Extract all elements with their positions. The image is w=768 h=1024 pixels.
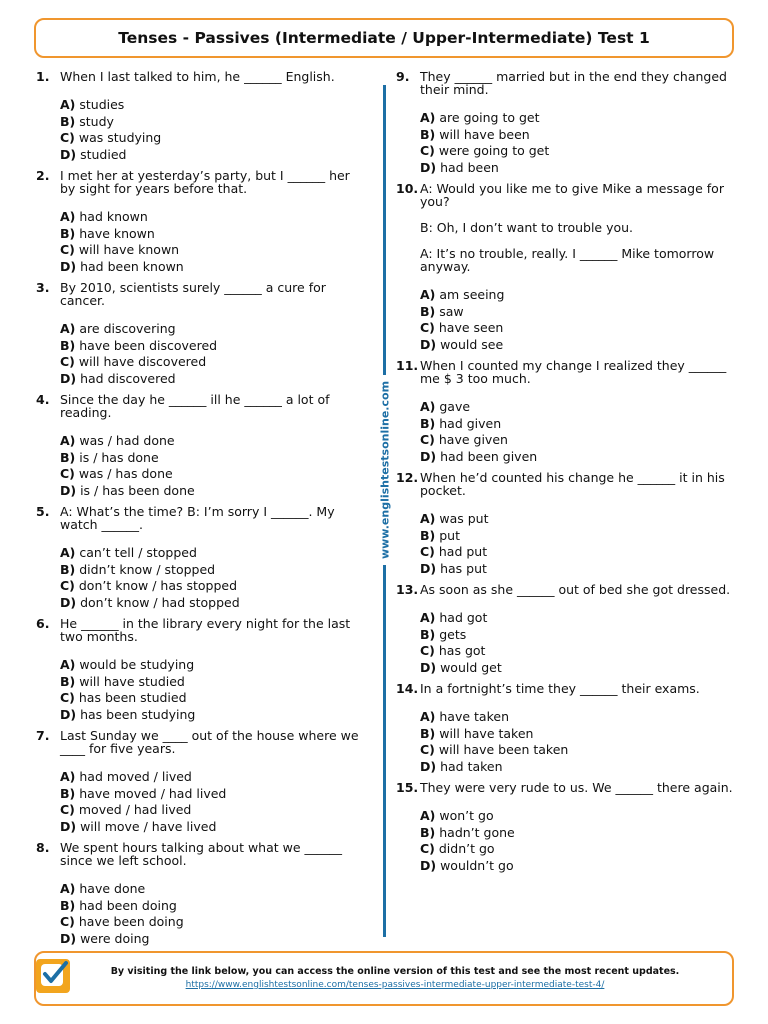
option-text: hadn’t gone — [439, 824, 515, 840]
option-letter: D) — [60, 482, 77, 498]
option-letter: C) — [420, 841, 435, 856]
option-letter: B) — [60, 897, 76, 913]
answer-option[interactable] — [60, 209, 366, 226]
question-4 — [36, 393, 366, 505]
option-text: has got — [438, 643, 486, 658]
answer-option[interactable] — [420, 432, 741, 449]
answer-option[interactable] — [420, 143, 741, 160]
option-text: don’t know / has stopped — [78, 578, 238, 593]
option-text: didn’t know / stopped — [79, 561, 216, 577]
option-text: had been — [440, 159, 499, 175]
option-letter: D) — [60, 930, 77, 946]
option-text: would see — [440, 336, 504, 352]
option-letter: A) — [60, 769, 76, 784]
question-14 — [396, 682, 741, 781]
option-text: had given — [439, 415, 502, 431]
option-text: have given — [438, 432, 508, 447]
answer-option[interactable] — [420, 726, 741, 743]
option-text: have moved / had lived — [79, 785, 227, 801]
answer-option[interactable] — [60, 242, 366, 259]
question-number: 8. — [36, 840, 50, 855]
option-letter: A) — [420, 610, 436, 625]
option-letter: C) — [60, 578, 75, 593]
option-text: have been doing — [78, 914, 184, 929]
option-text: had moved / lived — [79, 769, 192, 784]
option-letter: A) — [60, 97, 76, 112]
option-letter: A) — [420, 808, 436, 823]
option-letter: A) — [60, 321, 76, 336]
option-letter: B) — [420, 303, 436, 319]
option-letter: D) — [60, 818, 77, 834]
question-1 — [36, 70, 366, 169]
answer-option[interactable] — [60, 595, 366, 612]
option-letter: C) — [420, 320, 435, 335]
answer-option[interactable] — [420, 808, 741, 825]
option-letter: C) — [420, 544, 435, 559]
answer-option[interactable] — [420, 709, 741, 726]
question-2 — [36, 169, 366, 281]
answer-option[interactable] — [420, 643, 741, 660]
answer-option[interactable] — [60, 881, 366, 898]
answer-option[interactable] — [420, 742, 741, 759]
column-divider-bottom — [383, 565, 386, 937]
question-text: A: What’s the time? B: I’m sorry I ______. My watch ______. — [60, 504, 339, 532]
question-text: When he’d counted his change he ______ it in his pocket. — [420, 470, 729, 498]
option-letter: B) — [420, 725, 436, 741]
answer-option[interactable] — [420, 561, 741, 578]
option-text: have been discovered — [79, 337, 218, 353]
answer-option[interactable] — [420, 399, 741, 416]
answer-option[interactable] — [420, 160, 741, 177]
option-letter: B) — [420, 527, 436, 543]
option-text: are discovering — [79, 321, 176, 336]
answer-option[interactable] — [420, 627, 741, 644]
answer-option[interactable] — [420, 610, 741, 627]
option-letter: D) — [420, 448, 437, 464]
option-text: had got — [439, 610, 488, 625]
option-letter: C) — [420, 742, 435, 757]
option-letter: C) — [60, 354, 75, 369]
question-text: In a fortnight’s time they ______ their exams. — [420, 681, 700, 696]
answer-option[interactable] — [60, 545, 366, 562]
answer-option[interactable] — [420, 127, 741, 144]
option-letter: A) — [60, 881, 76, 896]
question-number: 10. — [396, 181, 419, 196]
option-text: am seeing — [439, 287, 505, 302]
option-text: had been given — [440, 448, 538, 464]
option-letter: D) — [60, 370, 77, 386]
answer-option[interactable] — [420, 110, 741, 127]
answer-option[interactable] — [420, 544, 741, 561]
option-text: have taken — [439, 709, 509, 724]
question-number: 4. — [36, 392, 50, 407]
page-title: Tenses - Passives (Intermediate / Upper-Intermediate) Test 1 — [34, 18, 734, 58]
option-letter: C) — [60, 802, 75, 817]
option-letter: A) — [420, 399, 436, 414]
option-text: will have studied — [79, 673, 185, 689]
answer-option[interactable] — [420, 287, 741, 304]
option-text: have known — [79, 225, 155, 241]
answer-option[interactable] — [60, 130, 366, 147]
option-text: will have discovered — [78, 354, 207, 369]
answer-option[interactable] — [420, 660, 741, 677]
answer-option[interactable] — [420, 304, 741, 321]
question-text: By 2010, scientists surely ______ a cure for cancer. — [60, 280, 330, 308]
option-text: studied — [80, 146, 127, 162]
option-letter: A) — [420, 110, 436, 125]
option-text: gets — [439, 626, 467, 642]
option-letter: A) — [420, 511, 436, 526]
answer-option[interactable] — [420, 858, 741, 875]
option-letter: B) — [60, 673, 76, 689]
option-letter: B) — [420, 126, 436, 142]
question-text: A: It’s no trouble, really. I ______ Mike tomorrow anyway. — [420, 246, 719, 274]
question-text: Since the day he ______ ill he ______ a lot of reading. — [60, 392, 334, 420]
option-text: will have taken — [439, 725, 534, 741]
option-letter: C) — [60, 914, 75, 929]
answer-option[interactable] — [60, 819, 366, 836]
option-letter: D) — [420, 659, 437, 675]
answer-option[interactable] — [420, 320, 741, 337]
option-text: had been doing — [79, 897, 177, 913]
option-letter: A) — [60, 657, 76, 672]
option-letter: B) — [60, 337, 76, 353]
question-15 — [396, 781, 741, 880]
footer-note: By visiting the link below, you can access the online version of this test and see the most recent updates. — [110, 966, 680, 977]
option-text: is / has been done — [80, 482, 195, 498]
answer-option[interactable] — [60, 674, 366, 691]
option-text: had put — [438, 544, 488, 559]
question-text: They ______ married but in the end they changed their mind. — [420, 69, 731, 97]
answer-option[interactable] — [420, 511, 741, 528]
option-text: will have known — [78, 242, 180, 257]
answer-option[interactable] — [420, 528, 741, 545]
question-text: He ______ in the library every night for the last two months. — [60, 616, 355, 644]
question-number: 11. — [396, 358, 419, 373]
option-text: can’t tell / stopped — [79, 545, 197, 560]
option-letter: A) — [420, 709, 436, 724]
option-letter: D) — [420, 560, 437, 576]
question-text: I met her at yesterday’s party, but I ______ her by sight for years before that. — [60, 168, 354, 196]
question-13 — [396, 583, 741, 682]
option-letter: A) — [60, 209, 76, 224]
answer-option[interactable] — [420, 337, 741, 354]
answer-option[interactable] — [420, 841, 741, 858]
option-text: had known — [79, 209, 148, 224]
left-question-column — [36, 70, 366, 953]
option-text: would get — [440, 659, 502, 675]
column-divider-top — [383, 85, 386, 375]
option-letter: B) — [60, 225, 76, 241]
option-text: will have been taken — [438, 742, 569, 757]
option-letter: C) — [60, 690, 75, 705]
option-letter: D) — [420, 857, 437, 873]
answer-option[interactable] — [60, 914, 366, 931]
answer-option[interactable] — [60, 562, 366, 579]
question-3 — [36, 281, 366, 393]
question-number: 15. — [396, 780, 419, 795]
option-text: will move / have lived — [80, 818, 217, 834]
answer-option[interactable] — [60, 786, 366, 803]
option-letter: A) — [420, 287, 436, 302]
option-text: won’t go — [439, 808, 494, 823]
question-text: When I last talked to him, he ______ English. — [60, 69, 335, 84]
answer-option[interactable] — [60, 769, 366, 786]
option-letter: C) — [420, 432, 435, 447]
option-letter: B) — [60, 113, 76, 129]
question-text: A: Would you like me to give Mike a message for you? — [420, 181, 728, 209]
option-text: have seen — [438, 320, 504, 335]
answer-option[interactable] — [60, 931, 366, 948]
option-text: moved / had lived — [78, 802, 192, 817]
question-text: We spent hours talking about what we ______ since we left school. — [60, 840, 347, 868]
option-text: has been studied — [78, 690, 187, 705]
option-text: were doing — [80, 930, 150, 946]
option-letter: D) — [420, 758, 437, 774]
question-text: They were very rude to us. We ______ there again. — [420, 780, 733, 795]
question-text: Last Sunday we ____ out of the house where we ____ for five years. — [60, 728, 363, 756]
option-text: had discovered — [80, 370, 176, 386]
answer-option[interactable] — [60, 707, 366, 724]
option-letter: A) — [60, 545, 76, 560]
option-text: was / had done — [79, 433, 175, 448]
answer-option[interactable] — [60, 802, 366, 819]
answer-option[interactable] — [60, 578, 366, 595]
question-8 — [36, 841, 366, 953]
option-letter: B) — [420, 415, 436, 431]
option-letter: B) — [60, 785, 76, 801]
answer-option[interactable] — [60, 690, 366, 707]
question-number: 1. — [36, 69, 50, 84]
answer-option[interactable] — [60, 466, 366, 483]
option-letter: D) — [60, 594, 77, 610]
option-letter: B) — [60, 449, 76, 465]
answer-option[interactable] — [60, 371, 366, 388]
question-text: As soon as she ______ out of bed she got dressed. — [420, 582, 731, 597]
option-text: had taken — [440, 758, 503, 774]
answer-option[interactable] — [420, 825, 741, 842]
question-number: 13. — [396, 582, 419, 597]
option-text: have done — [79, 881, 146, 896]
option-text: study — [79, 113, 114, 129]
question-7 — [36, 729, 366, 841]
option-text: is / has done — [79, 449, 159, 465]
answer-option[interactable] — [60, 657, 366, 674]
answer-option[interactable] — [420, 759, 741, 776]
option-letter: D) — [420, 336, 437, 352]
answer-option[interactable] — [60, 97, 366, 114]
option-text: had been known — [80, 258, 184, 274]
answer-option[interactable] — [420, 449, 741, 466]
answer-option[interactable] — [60, 321, 366, 338]
option-text: didn’t go — [438, 841, 495, 856]
answer-option[interactable] — [60, 114, 366, 131]
option-letter: C) — [60, 466, 75, 481]
checkmark-logo-icon — [36, 959, 70, 993]
question-number: 14. — [396, 681, 419, 696]
question-number: 6. — [36, 616, 50, 631]
answer-option[interactable] — [60, 147, 366, 164]
option-letter: C) — [420, 143, 435, 158]
answer-option[interactable] — [60, 226, 366, 243]
right-question-column — [396, 70, 741, 880]
footer-test-link[interactable]: https://www.englishtestsonline.com/tenses-passives-intermediate-upper-intermediate-test-4/ — [185, 980, 605, 990]
option-text: put — [439, 527, 460, 543]
question-12 — [396, 471, 741, 583]
footer-box — [34, 951, 734, 1006]
question-10 — [396, 182, 741, 359]
option-text: would be studying — [79, 657, 195, 672]
option-letter: D) — [420, 159, 437, 175]
option-text: were going to get — [438, 143, 550, 158]
option-text: wouldn’t go — [440, 857, 514, 873]
question-11 — [396, 359, 741, 471]
question-5 — [36, 505, 366, 617]
option-text: will have been — [439, 126, 530, 142]
question-6 — [36, 617, 366, 729]
question-number: 3. — [36, 280, 50, 295]
answer-option[interactable] — [60, 338, 366, 355]
option-text: has put — [440, 560, 487, 576]
option-text: don’t know / had stopped — [80, 594, 240, 610]
answer-option[interactable] — [60, 354, 366, 371]
option-letter: C) — [60, 242, 75, 257]
option-text: studies — [79, 97, 125, 112]
answer-option[interactable] — [420, 416, 741, 433]
option-letter: A) — [60, 433, 76, 448]
question-number: 2. — [36, 168, 50, 183]
option-letter: C) — [420, 643, 435, 658]
option-text: was / has done — [78, 466, 173, 481]
answer-option[interactable] — [60, 483, 366, 500]
answer-option[interactable] — [60, 259, 366, 276]
option-text: saw — [439, 303, 464, 319]
answer-option[interactable] — [60, 898, 366, 915]
option-letter: B) — [420, 626, 436, 642]
side-watermark-url: www.englishtestsonline.com — [378, 380, 392, 560]
option-text: was put — [439, 511, 489, 526]
question-number: 5. — [36, 504, 50, 519]
option-letter: B) — [420, 824, 436, 840]
question-number: 12. — [396, 470, 419, 485]
question-9 — [396, 70, 741, 182]
option-text: was studying — [78, 130, 162, 145]
option-letter: D) — [60, 146, 77, 162]
answer-option[interactable] — [60, 450, 366, 467]
question-text: When I counted my change I realized they ______ me $ 3 too much. — [420, 358, 731, 386]
option-letter: D) — [60, 258, 77, 274]
option-letter: C) — [60, 130, 75, 145]
option-letter: D) — [60, 706, 77, 722]
question-number: 9. — [396, 69, 410, 84]
option-text: are going to get — [439, 110, 540, 125]
option-letter: B) — [60, 561, 76, 577]
question-text: B: Oh, I don’t want to trouble you. — [420, 220, 634, 235]
option-text: has been studying — [80, 706, 196, 722]
option-text: gave — [439, 399, 471, 414]
question-number: 7. — [36, 728, 50, 743]
answer-option[interactable] — [60, 433, 366, 450]
